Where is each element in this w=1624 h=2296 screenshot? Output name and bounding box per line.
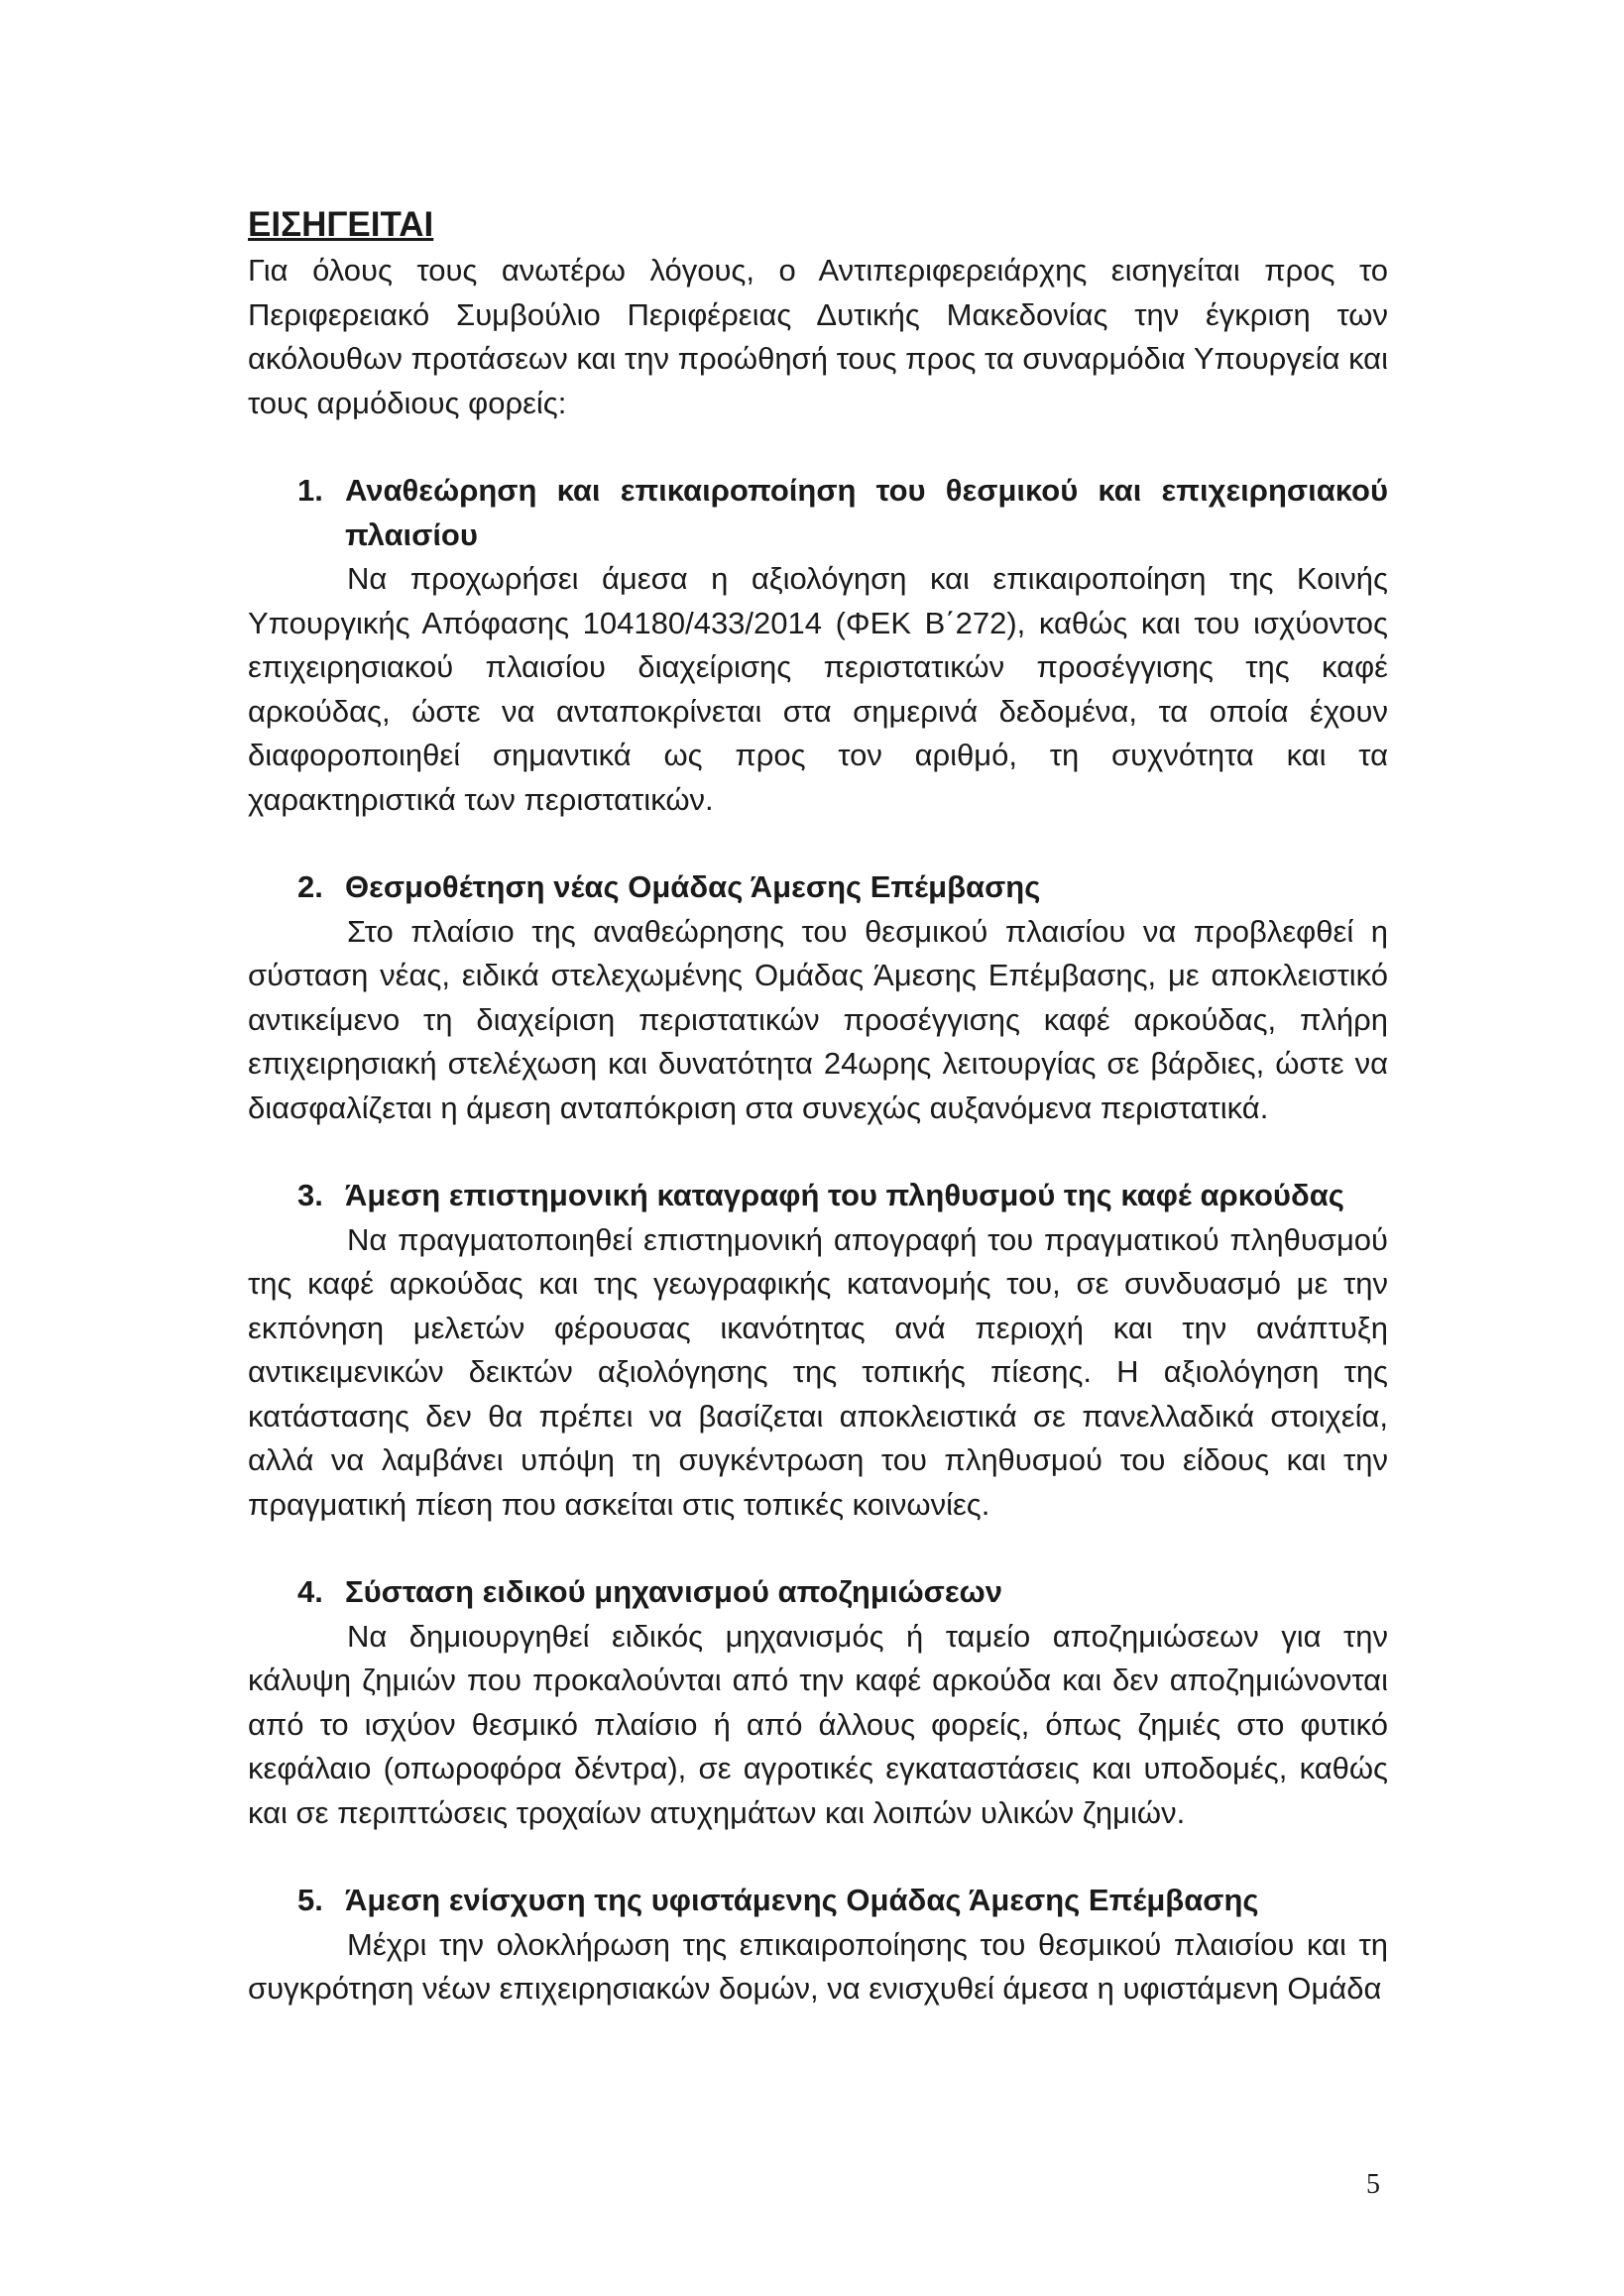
section-body: Να προχωρήσει άμεσα η αξιολόγηση και επικαιροποίηση της Κοινής Υπουργικής Απόφασης 104180/433/2014 (ΦΕΚ Β΄272), καθώς και του ισχύοντος επιχειρησιακού πλαισίου διαχείρισης περιστατικών προσέγγισης της καφέ αρκούδας, ώστε να ανταποκρίνεται στα σημερινά δεδομένα, τα οποία έχουν διαφοροποιηθεί σημαντικά ως προς τον αριθμό, τη συχνότητα και τα χαρακτηριστικά των περιστατικών. bbox=[248, 561, 1388, 817]
section-number: 4. bbox=[297, 1574, 323, 1609]
section-title bbox=[248, 469, 1388, 557]
section-number: 1. bbox=[297, 473, 323, 508]
section-number: 2. bbox=[297, 869, 323, 904]
section-body: Να δημιουργηθεί ειδικός μηχανισμός ή ταμείο αποζημιώσεων για την κάλυψη ζημιών που προκαλούνται από την καφέ αρκούδα και δεν αποζημιώνονται από το ισχύον θεσμικό πλαίσιο ή από άλλους φορείς, όπως ζημιές στο φυτικό κεφάλαιο (οπωροφόρα δέντρα), σε αγροτικές εγκαταστάσεις και υποδομές, καθώς και σε περιπτώσεις τροχαίων ατυχημάτων και λοιπών υλικών ζημιών. bbox=[248, 1618, 1388, 1830]
proposal-section-2 bbox=[248, 865, 1388, 1130]
section-heading: Σύσταση ειδικού μηχανισμού αποζημιώσεων bbox=[345, 1574, 1002, 1609]
section-heading: Αναθεώρηση και επικαιροποίηση του θεσμικού και επιχειρησιακού πλαισίου bbox=[345, 473, 1388, 552]
proposal-section-4 bbox=[248, 1570, 1388, 1835]
section-number: 3. bbox=[297, 1178, 323, 1212]
proposal-section-1 bbox=[248, 469, 1388, 822]
section-heading: Άμεση ενίσχυση της υφιστάμενης Ομάδας Άμεσης Επέμβασης bbox=[345, 1883, 1259, 1917]
section-number: 5. bbox=[297, 1883, 323, 1917]
section-heading: Άμεση επιστημονική καταγραφή του πληθυσμού της καφέ αρκούδας bbox=[345, 1178, 1344, 1212]
section-body: Μέχρι την ολοκλήρωση της επικαιροποίησης του θεσμικού πλαισίου και τη συγκρότηση νέων επιχειρησιακών δομών, να ενισχυθεί άμεσα η υφιστάμενη Ομάδα bbox=[248, 1926, 1388, 2006]
proposal-section-5 bbox=[248, 1879, 1388, 2011]
intro-paragraph: Για όλους τους ανωτέρω λόγους, ο Αντιπεριφερειάρχης εισηγείται προς το Περιφερειακό Συμβούλιο Περιφέρειας Δυτικής Μακεδονίας την έγκριση των ακόλουθων προτάσεων και την προώθησή τους προς τα συναρμόδια Υπουργεία και τους αρμόδιους φορείς: bbox=[248, 253, 1388, 420]
document-content bbox=[248, 203, 1388, 2011]
section-title bbox=[248, 1570, 1388, 1615]
section-body: Να πραγματοποιηθεί επιστημονική απογραφή του πραγματικού πληθυσμού της καφέ αρκούδας και της γεωγραφικής κατανομής του, σε συνδυασμό με την εκπόνηση μελετών φέρουσας ικανότητας ανά περιοχή και την ανάπτυξη αντικειμενικών δεικτών αξιολόγησης της τοπικής πίεσης. Η αξιολόγηση της κατάστασης δεν θα πρέπει να βασίζεται αποκλειστικά σε πανελλαδικά στοιχεία, αλλά να λαμβάνει υπόψη τη συγκέντρωση του πληθυσμού του είδους και την πραγματική πίεση που ασκείται στις τοπικές κοινωνίες. bbox=[248, 1221, 1388, 1522]
section-title bbox=[248, 1879, 1388, 1923]
section-title bbox=[248, 1174, 1388, 1218]
proposal-section-3 bbox=[248, 1174, 1388, 1527]
document-heading: ΕΙΣΗΓΕΙΤΑΙ bbox=[248, 205, 434, 244]
page-number: 5 bbox=[1366, 2169, 1380, 2200]
section-title bbox=[248, 865, 1388, 910]
section-heading: Θεσμοθέτηση νέας Ομάδας Άμεσης Επέμβασης bbox=[345, 869, 1041, 904]
section-body: Στο πλαίσιο της αναθεώρησης του θεσμικού πλαισίου να προβλεφθεί η σύσταση νέας, ειδικά στελεχωμένης Ομάδας Άμεσης Επέμβασης, με αποκλειστικό αντικείμενο τη διαχείριση περιστατικών προσέγγισης καφέ αρκούδας, πλήρη επιχειρησιακή στελέχωση και δυνατότητα 24ωρης λειτουργίας σε βάρδιες, ώστε να διασφαλίζεται η άμεση ανταπόκριση στα συνεχώς αυξανόμενα περιστατικά. bbox=[248, 913, 1388, 1125]
